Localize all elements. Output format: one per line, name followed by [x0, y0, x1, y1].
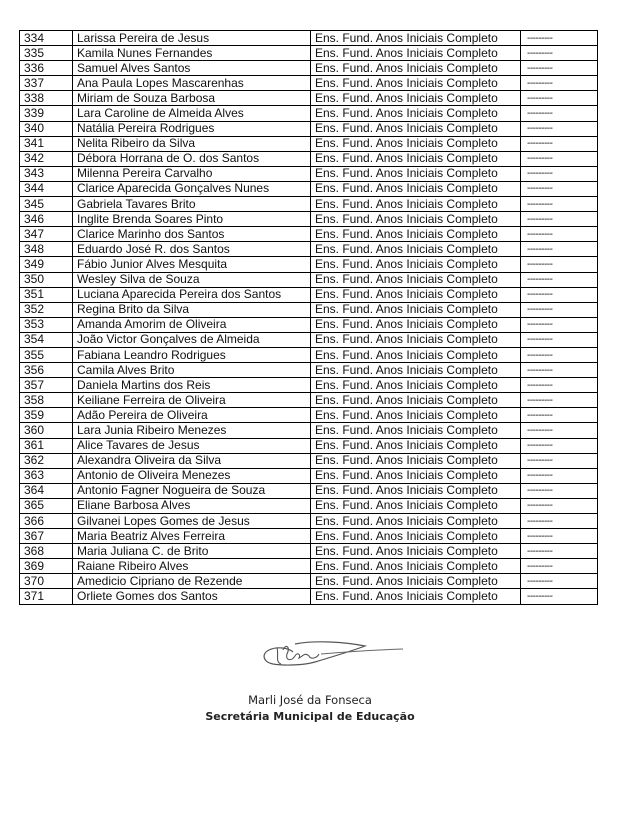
candidate-name: Samuel Alves Santos — [73, 61, 311, 76]
candidate-name: Amedicio Cipriano de Rezende — [73, 574, 311, 589]
table-row — [20, 529, 598, 544]
row-number: 350 — [20, 272, 73, 287]
education-level: Ens. Fund. Anos Iniciais Completo — [311, 136, 521, 151]
table-row — [20, 151, 598, 166]
education-level: Ens. Fund. Anos Iniciais Completo — [311, 559, 521, 574]
row-number: 357 — [20, 378, 73, 393]
placeholder-dashes: --------- — [521, 347, 598, 362]
education-level: Ens. Fund. Anos Iniciais Completo — [311, 363, 521, 378]
candidate-name: Eliane Barbosa Alves — [73, 498, 311, 513]
placeholder-dashes: --------- — [521, 212, 598, 227]
candidate-name: Débora Horrana de O. dos Santos — [73, 151, 311, 166]
placeholder-dashes: --------- — [521, 76, 598, 91]
candidate-name: Luciana Aparecida Pereira dos Santos — [73, 287, 311, 302]
table-row — [20, 317, 598, 332]
candidate-name: Antonio de Oliveira Menezes — [73, 468, 311, 483]
education-level: Ens. Fund. Anos Iniciais Completo — [311, 121, 521, 136]
placeholder-dashes: --------- — [521, 166, 598, 181]
education-level: Ens. Fund. Anos Iniciais Completo — [311, 31, 521, 46]
placeholder-dashes: --------- — [521, 287, 598, 302]
table-row — [20, 438, 598, 453]
row-number: 351 — [20, 287, 73, 302]
placeholder-dashes: --------- — [521, 378, 598, 393]
row-number: 369 — [20, 559, 73, 574]
table-row — [20, 212, 598, 227]
table-row — [20, 76, 598, 91]
row-number: 352 — [20, 302, 73, 317]
education-level: Ens. Fund. Anos Iniciais Completo — [311, 287, 521, 302]
placeholder-dashes: --------- — [521, 197, 598, 212]
candidate-table — [19, 30, 598, 605]
table-row — [20, 91, 598, 106]
table-row — [20, 257, 598, 272]
table-row — [20, 574, 598, 589]
education-level: Ens. Fund. Anos Iniciais Completo — [311, 166, 521, 181]
row-number: 356 — [20, 363, 73, 378]
row-number: 339 — [20, 106, 73, 121]
row-number: 365 — [20, 498, 73, 513]
placeholder-dashes: --------- — [521, 257, 598, 272]
row-number: 368 — [20, 544, 73, 559]
education-level: Ens. Fund. Anos Iniciais Completo — [311, 529, 521, 544]
candidate-name: Natália Pereira Rodrigues — [73, 121, 311, 136]
placeholder-dashes: --------- — [521, 151, 598, 166]
candidate-name: Clarice Marinho dos Santos — [73, 227, 311, 242]
placeholder-dashes: --------- — [521, 121, 598, 136]
education-level: Ens. Fund. Anos Iniciais Completo — [311, 46, 521, 61]
table-row — [20, 498, 598, 513]
row-number: 364 — [20, 483, 73, 498]
row-number: 349 — [20, 257, 73, 272]
placeholder-dashes: --------- — [521, 61, 598, 76]
row-number: 338 — [20, 91, 73, 106]
placeholder-dashes: --------- — [521, 498, 598, 513]
candidate-name: Wesley Silva de Souza — [73, 272, 311, 287]
education-level: Ens. Fund. Anos Iniciais Completo — [311, 589, 521, 604]
candidate-name: Camila Alves Brito — [73, 363, 311, 378]
placeholder-dashes: --------- — [521, 332, 598, 347]
candidate-name: Miriam de Souza Barbosa — [73, 91, 311, 106]
education-level: Ens. Fund. Anos Iniciais Completo — [311, 302, 521, 317]
placeholder-dashes: --------- — [521, 393, 598, 408]
table-row — [20, 347, 598, 362]
row-number: 359 — [20, 408, 73, 423]
table-row — [20, 166, 598, 181]
table-row — [20, 46, 598, 61]
row-number: 370 — [20, 574, 73, 589]
table-row — [20, 423, 598, 438]
table-row — [20, 272, 598, 287]
table-row — [20, 106, 598, 121]
placeholder-dashes: --------- — [521, 317, 598, 332]
candidate-name: Clarice Aparecida Gonçalves Nunes — [73, 181, 311, 196]
candidate-name: Antonio Fagner Nogueira de Souza — [73, 483, 311, 498]
candidate-name: Daniela Martins dos Reis — [73, 378, 311, 393]
row-number: 360 — [20, 423, 73, 438]
education-level: Ens. Fund. Anos Iniciais Completo — [311, 423, 521, 438]
candidate-name: Nelita Ribeiro da Silva — [73, 136, 311, 151]
row-number: 344 — [20, 181, 73, 196]
placeholder-dashes: --------- — [521, 529, 598, 544]
education-level: Ens. Fund. Anos Iniciais Completo — [311, 453, 521, 468]
education-level: Ens. Fund. Anos Iniciais Completo — [311, 317, 521, 332]
row-number: 367 — [20, 529, 73, 544]
candidate-name: Maria Beatriz Alves Ferreira — [73, 529, 311, 544]
candidate-name: Lara Caroline de Almeida Alves — [73, 106, 311, 121]
table-row — [20, 302, 598, 317]
education-level: Ens. Fund. Anos Iniciais Completo — [311, 498, 521, 513]
candidate-name: Alexandra Oliveira da Silva — [73, 453, 311, 468]
candidate-name: João Victor Gonçalves de Almeida — [73, 332, 311, 347]
table-row — [20, 514, 598, 529]
education-level: Ens. Fund. Anos Iniciais Completo — [311, 76, 521, 91]
signature-icon — [255, 640, 405, 676]
placeholder-dashes: --------- — [521, 272, 598, 287]
placeholder-dashes: --------- — [521, 483, 598, 498]
placeholder-dashes: --------- — [521, 559, 598, 574]
table-row — [20, 483, 598, 498]
placeholder-dashes: --------- — [521, 468, 598, 483]
row-number: 358 — [20, 393, 73, 408]
candidate-name: Orliete Gomes dos Santos — [73, 589, 311, 604]
table-row — [20, 227, 598, 242]
row-number: 353 — [20, 317, 73, 332]
education-level: Ens. Fund. Anos Iniciais Completo — [311, 332, 521, 347]
education-level: Ens. Fund. Anos Iniciais Completo — [311, 393, 521, 408]
row-number: 348 — [20, 242, 73, 257]
placeholder-dashes: --------- — [521, 227, 598, 242]
row-number: 342 — [20, 151, 73, 166]
table-row — [20, 181, 598, 196]
row-number: 354 — [20, 332, 73, 347]
candidate-name: Gilvanei Lopes Gomes de Jesus — [73, 514, 311, 529]
candidate-name: Lara Junia Ribeiro Menezes — [73, 423, 311, 438]
education-level: Ens. Fund. Anos Iniciais Completo — [311, 544, 521, 559]
row-number: 366 — [20, 514, 73, 529]
table-row — [20, 589, 598, 604]
placeholder-dashes: --------- — [521, 91, 598, 106]
row-number: 371 — [20, 589, 73, 604]
table-row — [20, 378, 598, 393]
row-number: 334 — [20, 31, 73, 46]
table-row — [20, 453, 598, 468]
placeholder-dashes: --------- — [521, 574, 598, 589]
candidate-name: Amanda Amorim de Oliveira — [73, 317, 311, 332]
row-number: 362 — [20, 453, 73, 468]
candidate-name: Ana Paula Lopes Mascarenhas — [73, 76, 311, 91]
row-number: 363 — [20, 468, 73, 483]
candidate-name: Raiane Ribeiro Alves — [73, 559, 311, 574]
education-level: Ens. Fund. Anos Iniciais Completo — [311, 212, 521, 227]
table-row — [20, 242, 598, 257]
row-number: 340 — [20, 121, 73, 136]
table-row — [20, 197, 598, 212]
candidate-name: Fabiana Leandro Rodrigues — [73, 347, 311, 362]
placeholder-dashes: --------- — [521, 423, 598, 438]
row-number: 335 — [20, 46, 73, 61]
placeholder-dashes: --------- — [521, 589, 598, 604]
table-row — [20, 332, 598, 347]
candidate-name: Adão Pereira de Oliveira — [73, 408, 311, 423]
education-level: Ens. Fund. Anos Iniciais Completo — [311, 483, 521, 498]
row-number: 355 — [20, 347, 73, 362]
education-level: Ens. Fund. Anos Iniciais Completo — [311, 61, 521, 76]
education-level: Ens. Fund. Anos Iniciais Completo — [311, 438, 521, 453]
candidate-name: Larissa Pereira de Jesus — [73, 31, 311, 46]
education-level: Ens. Fund. Anos Iniciais Completo — [311, 408, 521, 423]
placeholder-dashes: --------- — [521, 514, 598, 529]
education-level: Ens. Fund. Anos Iniciais Completo — [311, 197, 521, 212]
placeholder-dashes: --------- — [521, 31, 598, 46]
row-number: 347 — [20, 227, 73, 242]
education-level: Ens. Fund. Anos Iniciais Completo — [311, 347, 521, 362]
placeholder-dashes: --------- — [521, 544, 598, 559]
row-number: 346 — [20, 212, 73, 227]
candidate-name: Inglite Brenda Soares Pinto — [73, 212, 311, 227]
candidate-table-body — [20, 31, 598, 605]
education-level: Ens. Fund. Anos Iniciais Completo — [311, 257, 521, 272]
table-row — [20, 31, 598, 46]
table-row — [20, 544, 598, 559]
candidate-name: Gabriela Tavares Brito — [73, 197, 311, 212]
placeholder-dashes: --------- — [521, 408, 598, 423]
placeholder-dashes: --------- — [521, 438, 598, 453]
candidate-name: Regina Brito da Silva — [73, 302, 311, 317]
placeholder-dashes: --------- — [521, 106, 598, 121]
table-row — [20, 393, 598, 408]
education-level: Ens. Fund. Anos Iniciais Completo — [311, 181, 521, 196]
education-level: Ens. Fund. Anos Iniciais Completo — [311, 272, 521, 287]
placeholder-dashes: --------- — [521, 181, 598, 196]
table-row — [20, 121, 598, 136]
placeholder-dashes: --------- — [521, 363, 598, 378]
candidate-name: Fábio Junior Alves Mesquita — [73, 257, 311, 272]
row-number: 337 — [20, 76, 73, 91]
education-level: Ens. Fund. Anos Iniciais Completo — [311, 227, 521, 242]
education-level: Ens. Fund. Anos Iniciais Completo — [311, 242, 521, 257]
candidate-name: Kamila Nunes Fernandes — [73, 46, 311, 61]
row-number: 336 — [20, 61, 73, 76]
row-number: 341 — [20, 136, 73, 151]
education-level: Ens. Fund. Anos Iniciais Completo — [311, 151, 521, 166]
education-level: Ens. Fund. Anos Iniciais Completo — [311, 574, 521, 589]
table-row — [20, 61, 598, 76]
signer-title: Secretária Municipal de Educação — [205, 710, 415, 723]
education-level: Ens. Fund. Anos Iniciais Completo — [311, 91, 521, 106]
table-row — [20, 408, 598, 423]
placeholder-dashes: --------- — [521, 46, 598, 61]
candidate-name: Milenna Pereira Carvalho — [73, 166, 311, 181]
table-row — [20, 468, 598, 483]
education-level: Ens. Fund. Anos Iniciais Completo — [311, 514, 521, 529]
table-row — [20, 363, 598, 378]
education-level: Ens. Fund. Anos Iniciais Completo — [311, 468, 521, 483]
table-row — [20, 287, 598, 302]
education-level: Ens. Fund. Anos Iniciais Completo — [311, 106, 521, 121]
table-row — [20, 559, 598, 574]
signer-name: Marli José da Fonseca — [248, 693, 372, 707]
candidate-name: Keiliane Ferreira de Oliveira — [73, 393, 311, 408]
placeholder-dashes: --------- — [521, 453, 598, 468]
placeholder-dashes: --------- — [521, 302, 598, 317]
candidate-name: Alice Tavares de Jesus — [73, 438, 311, 453]
candidate-name: Maria Juliana C. de Brito — [73, 544, 311, 559]
placeholder-dashes: --------- — [521, 136, 598, 151]
education-level: Ens. Fund. Anos Iniciais Completo — [311, 378, 521, 393]
row-number: 345 — [20, 197, 73, 212]
table-row — [20, 136, 598, 151]
candidate-name: Eduardo José R. dos Santos — [73, 242, 311, 257]
placeholder-dashes: --------- — [521, 242, 598, 257]
row-number: 343 — [20, 166, 73, 181]
row-number: 361 — [20, 438, 73, 453]
